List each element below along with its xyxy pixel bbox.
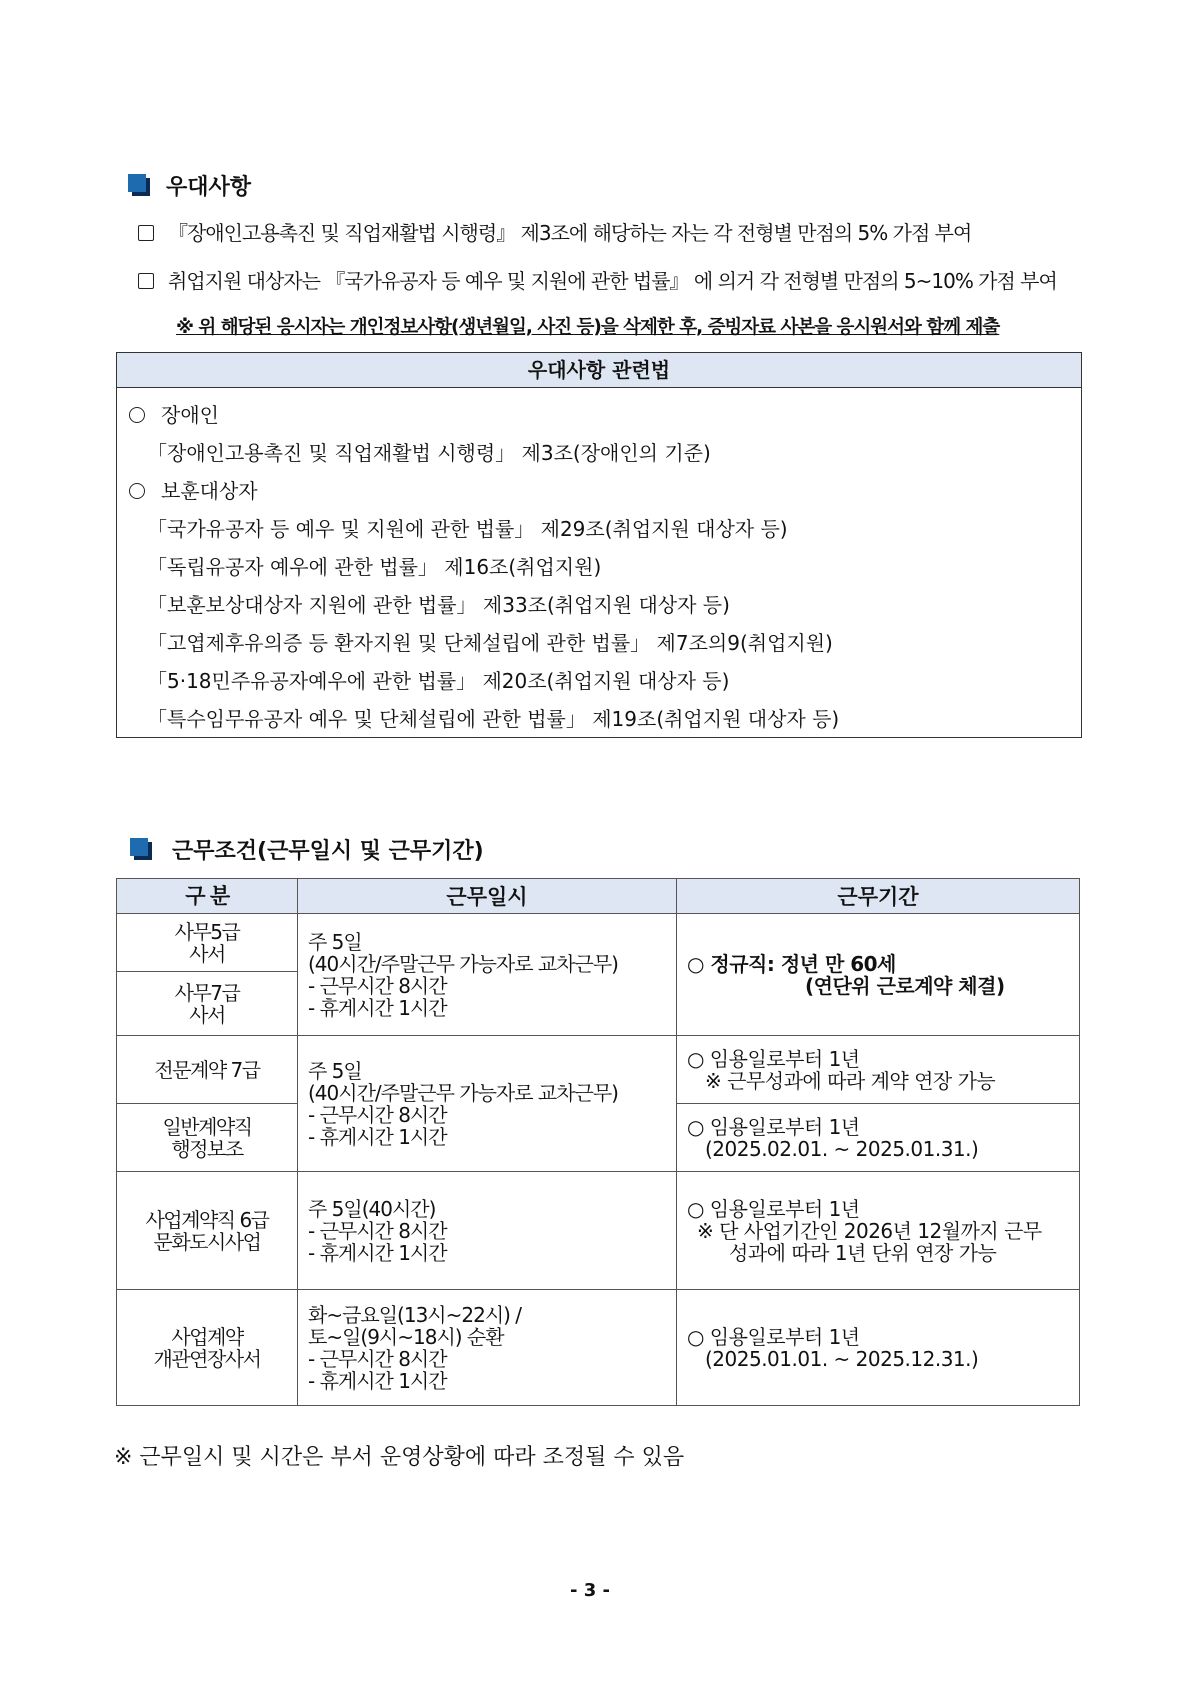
work-conditions-footnote: ※ 근무일시 및 시간은 부서 운영상황에 따라 조정될 수 있음 [114,1445,685,1470]
header-period: 근무기간 [677,879,1080,914]
schedule-cell: 주 5일 (40시간/주말근무 가능자로 교차근무) - 근무시간 8시간 - 휴게시간 1시간 [298,914,677,1036]
section-title-preference: 우대사항 [166,175,252,200]
law-group-disabled: 장애인 [129,399,219,428]
header-category: 구 분 [117,879,298,914]
schedule-cell: 주 5일 (40시간/주말근무 가능자로 교차근무) - 근무시간 8시간 - 휴게시간 1시간 [298,1036,677,1172]
law-item: 「특수임무유공자 예우 및 단체설립에 관한 법률」 제19조(취업지원 대상자 등) [147,707,840,731]
period-cell: ○ 임용일로부터 1년 (2025.02.01. ~ 2025.01.31.) [677,1104,1080,1172]
schedule-cell: 화~금요일(13시~22시) / 토~일(9시~18시) 순환 - 근무시간 8시간 - 휴게시간 1시간 [298,1290,677,1406]
checkbox-square-icon [138,273,154,289]
section-bullet-icon [130,838,152,860]
law-item: 「장애인고용촉진 및 직업재활법 시행령」 제3조(장애인의 기준) [147,441,711,465]
section-bullet-icon [128,174,150,196]
table-row [117,914,1080,972]
header-schedule: 근무일시 [298,879,677,914]
preference-item-1: 『장애인고용촉진 및 직업재활법 시행령』 제3조에 해당하는 자는 각 전형별 만점의 5% 가점 부여 [138,217,971,246]
circle-bullet-icon [129,483,145,499]
category-cell: 일반계약직 행정보조 [117,1104,298,1172]
checkbox-square-icon [138,225,154,241]
period-cell: ○ 임용일로부터 1년 (2025.01.01. ~ 2025.12.31.) [677,1290,1080,1406]
law-item: 「5·18민주유공자예우에 관한 법률」 제20조(취업지원 대상자 등) [147,669,730,693]
table-row [117,1172,1080,1290]
section-title-work-conditions: 근무조건(근무일시 및 근무기간) [172,839,484,864]
category-cell: 사무7급 사서 [117,972,298,1036]
category-cell: 사업계약직 6급 문화도시사업 [117,1172,298,1290]
circle-bullet-icon [129,407,145,423]
law-item: 「국가유공자 등 예우 및 지원에 관한 법률」 제29조(취업지원 대상자 등) [147,517,788,541]
period-cell: ○ 임용일로부터 1년 ※ 근무성과에 따라 계약 연장 가능 [677,1036,1080,1104]
preference-note: ※ 위 해당된 응시자는 개인정보사항(생년월일, 사진 등)을 삭제한 후, 증빙자료 사본을 응시원서와 함께 제출 [176,317,1000,338]
schedule-cell: 주 5일(40시간) - 근무시간 8시간 - 휴게시간 1시간 [298,1172,677,1290]
work-conditions-table [116,878,1080,1406]
law-item: 「독립유공자 예우에 관한 법률」 제16조(취업지원) [147,555,602,579]
law-item: 「보훈보상대상자 지원에 관한 법률」 제33조(취업지원 대상자 등) [147,593,730,617]
category-cell: 사무5급 사서 [117,914,298,972]
category-cell: 사업계약 개관연장사서 [117,1290,298,1406]
period-cell: ○ 정규직: 정년 만 60세 (연단위 근로계약 체결) [677,914,1080,1036]
category-cell: 전문계약 7급 [117,1036,298,1104]
table-row [117,1290,1080,1406]
law-group-veterans: 보훈대상자 [129,475,258,504]
law-item: 「고엽제후유의증 등 환자지원 및 단체설립에 관한 법률」 제7조의9(취업지원) [147,631,833,655]
table-row [117,1036,1080,1104]
law-box [116,352,1082,738]
period-cell: ○ 임용일로부터 1년 ※ 단 사업기간인 2026년 12월까지 근무 성과에 따라 1년 단위 연장 가능 [677,1172,1080,1290]
preference-item-2: 취업지원 대상자는 『국가유공자 등 예우 및 지원에 관한 법률』 에 의거 각 전형별 만점의 5~10% 가점 부여 [138,265,1057,294]
table-header-row [117,879,1080,914]
page-number: - 3 - [570,1580,610,1601]
law-box-header: 우대사항 관련법 [117,353,1081,388]
